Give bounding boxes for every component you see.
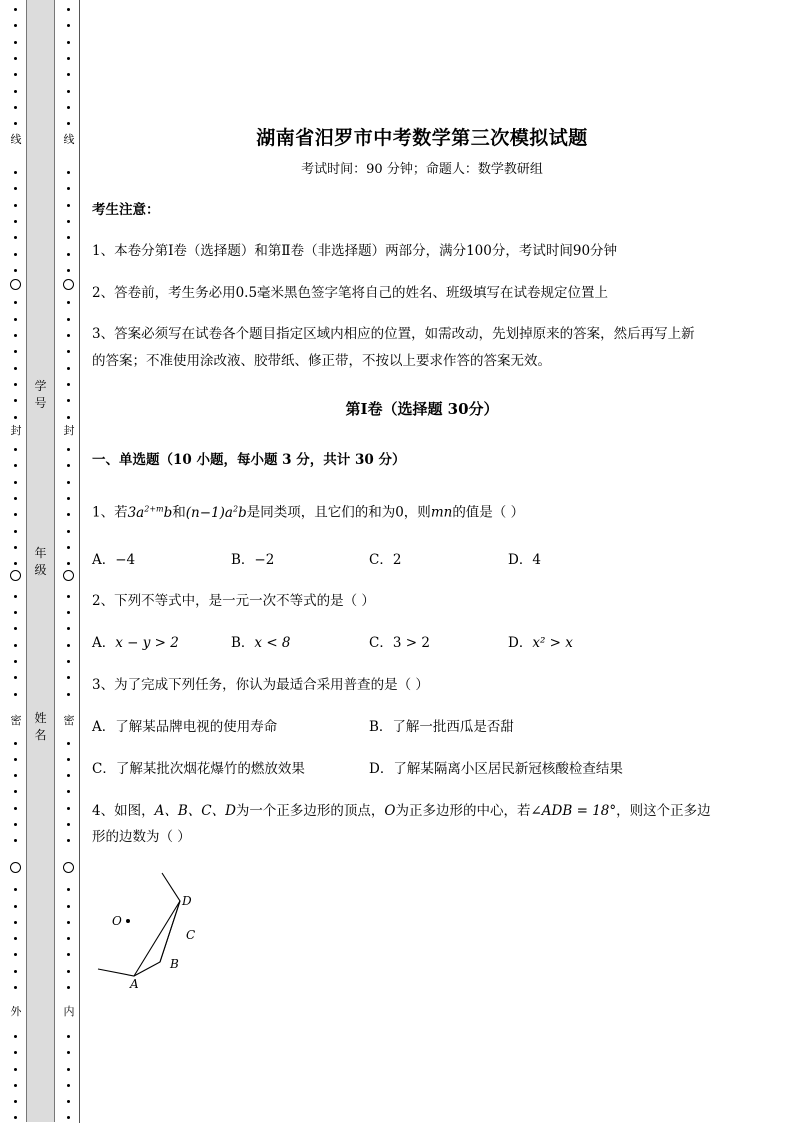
question-4-stem-line1: 4、如图，A、B、C、D为一个正多边形的顶点，O为正多边形的中心，若∠ADB = 18°，则这个正多边 <box>92 803 711 819</box>
cut-line-dot <box>14 627 17 630</box>
cut-line-dot <box>67 970 70 973</box>
notice-heading: 考生注意： <box>92 202 160 218</box>
cut-line-dot <box>14 562 17 565</box>
cut-line-dot <box>14 57 17 60</box>
label-d: D <box>182 894 192 908</box>
cut-line-dot <box>67 953 70 956</box>
cut-line-dot <box>14 530 17 533</box>
binding-margin <box>0 0 82 1123</box>
cut-line-dot <box>67 595 70 598</box>
cut-line-dot <box>67 986 70 989</box>
cut-line-dot <box>14 90 17 93</box>
cut-line-dot <box>67 122 70 125</box>
cut-line-dot <box>14 660 17 663</box>
cut-line-dot <box>14 350 17 353</box>
cut-line-dot <box>14 171 17 174</box>
q3-option-b[interactable]: B．了解一批西瓜是否甜 <box>369 719 514 735</box>
cut-line-dot <box>67 758 70 761</box>
cut-line-dot <box>67 937 70 940</box>
cut-line-dot <box>14 595 17 598</box>
circle-mark <box>10 862 21 873</box>
mark-wai: 外 <box>10 1005 22 1018</box>
cut-line-dot <box>14 73 17 76</box>
cut-line-dot <box>67 24 70 27</box>
cut-line-dot <box>67 187 70 190</box>
cut-line-dot <box>67 921 70 924</box>
notice-item-3: 3、答案必须写在试卷各个题目指定区域内相应的位置，如需改动，先划掉原来的答案，然后再写上新 <box>92 326 695 342</box>
cut-line-dot <box>14 758 17 761</box>
exam-subtitle: 考试时间：90 分钟；命题人：数学教研组 <box>301 162 543 177</box>
cut-line-dot <box>67 611 70 614</box>
cut-line-dot <box>14 1116 17 1119</box>
cut-line-dot <box>14 742 17 745</box>
cut-line-dot <box>67 644 70 647</box>
cut-line-dot <box>14 334 17 337</box>
mark-feng-inner: 封 <box>63 424 75 437</box>
cut-line-dot <box>67 676 70 679</box>
cut-line-dot <box>67 660 70 663</box>
cut-line-dot <box>14 24 17 27</box>
cut-line-dot <box>67 905 70 908</box>
q2-option-a[interactable]: A．x − y > 2 <box>92 635 179 651</box>
cut-line-dot <box>14 774 17 777</box>
circle-mark <box>10 570 21 581</box>
exam-title: 湖南省汨罗市中考数学第三次模拟试题 <box>256 127 588 149</box>
mark-xian-inner: 线 <box>63 133 75 146</box>
field-name: 姓 名 <box>34 711 47 742</box>
cut-line-dot <box>67 497 70 500</box>
cut-line-dot <box>14 106 17 109</box>
cut-line-dot <box>14 122 17 125</box>
mark-nei: 内 <box>63 1005 75 1018</box>
cut-line-dot <box>67 1100 70 1103</box>
cut-line-dot <box>67 1051 70 1054</box>
cut-line-dot <box>67 269 70 272</box>
circle-mark <box>63 862 74 873</box>
cut-line-dot <box>14 1035 17 1038</box>
cut-line-dot <box>67 220 70 223</box>
cut-line-dot <box>14 1100 17 1103</box>
cut-line-dot <box>14 905 17 908</box>
q1-pre: 1、若 <box>92 504 128 521</box>
q1-option-b[interactable]: B．−2 <box>231 552 275 568</box>
circle-mark <box>10 279 21 290</box>
cut-line-dot <box>67 742 70 745</box>
cut-line-dot <box>14 1084 17 1087</box>
cut-line-dot <box>14 399 17 402</box>
cut-line-dot <box>67 318 70 321</box>
cut-line-dot <box>67 106 70 109</box>
cut-line-dot <box>67 171 70 174</box>
q1-option-a[interactable]: A．−4 <box>92 552 136 568</box>
cut-line-dot <box>14 301 17 304</box>
cut-line-dot <box>67 367 70 370</box>
cut-line-dot <box>14 644 17 647</box>
q1-expr2: $(n-1)a^2b$ <box>185 504 247 521</box>
q4-polygon-figure <box>92 865 222 995</box>
cut-line-dot <box>67 204 70 207</box>
dotted-cut-line-outer <box>9 0 23 1123</box>
cut-line-dot <box>67 546 70 549</box>
margin-border-line <box>79 0 80 1123</box>
question-3-stem: 3、为了完成下列任务，你认为最适合采用普查的是（ ） <box>92 677 429 693</box>
cut-line-dot <box>14 236 17 239</box>
cut-line-dot <box>14 937 17 940</box>
cut-line-dot <box>14 953 17 956</box>
cut-line-dot <box>14 693 17 696</box>
q3-option-a[interactable]: A．了解某品牌电视的使用寿命 <box>92 719 278 735</box>
q2-option-d[interactable]: D．x² > x <box>508 635 573 651</box>
notice-item-1: 1、本卷分第Ⅰ卷（选择题）和第Ⅱ卷（非选择题）两部分，满分100分，考试时间90分钟 <box>92 243 618 259</box>
notice-item-2: 2、答卷前，考生务必用0.5毫米黑色签字笔将自己的姓名、班级填写在试卷规定位置上 <box>92 285 609 301</box>
center-point <box>126 919 130 923</box>
cut-line-dot <box>14 41 17 44</box>
label-o: O <box>112 914 122 928</box>
cut-line-dot <box>14 986 17 989</box>
cut-line-dot <box>14 497 17 500</box>
cut-line-dot <box>67 350 70 353</box>
cut-line-dot <box>67 253 70 256</box>
segment-bd <box>160 901 180 962</box>
cut-line-dot <box>67 774 70 777</box>
cut-line-dot <box>14 921 17 924</box>
cut-line-dot <box>14 513 17 516</box>
cut-line-dot <box>67 301 70 304</box>
question-4-stem-line2: 形的边数为（ ） <box>92 829 191 845</box>
cut-line-dot <box>14 269 17 272</box>
cut-line-dot <box>14 204 17 207</box>
cut-line-dot <box>14 790 17 793</box>
cut-line-dot <box>14 383 17 386</box>
label-b: B <box>170 957 179 971</box>
cut-line-dot <box>14 220 17 223</box>
mark-feng-outer: 封 <box>10 424 22 437</box>
cut-line-dot <box>67 1116 70 1119</box>
cut-line-dot <box>67 236 70 239</box>
mark-mi-inner: 密 <box>63 714 75 727</box>
question-1-stem <box>92 496 524 526</box>
q1-option-d[interactable]: D．4 <box>508 552 541 568</box>
cut-line-dot <box>67 464 70 467</box>
q1-end: 的值是（ ） <box>452 504 525 521</box>
q3-option-d[interactable]: D．了解某隔离小区居民新冠核酸检查结果 <box>369 761 623 777</box>
cut-line-dot <box>14 253 17 256</box>
cut-line-dot <box>67 481 70 484</box>
cut-line-dot <box>14 611 17 614</box>
cut-line-dot <box>14 187 17 190</box>
cut-line-dot <box>67 1035 70 1038</box>
cut-line-dot <box>67 399 70 402</box>
cut-line-dot <box>67 448 70 451</box>
q2-option-b[interactable]: B．x < 8 <box>231 635 291 651</box>
q1-option-c[interactable]: C．2 <box>369 552 402 568</box>
info-strip <box>26 0 55 1122</box>
cut-line-dot <box>67 839 70 842</box>
cut-line-dot <box>67 57 70 60</box>
circle-mark <box>63 570 74 581</box>
cut-line-dot <box>67 530 70 533</box>
cut-line-dot <box>67 513 70 516</box>
cut-line-dot <box>67 73 70 76</box>
q1-mid: 和 <box>172 504 186 521</box>
notice-item-3-cont: 的答案；不准使用涂改液、胶带纸、修正带，不按以上要求作答的答案无效。 <box>92 353 551 369</box>
section-title: 第Ⅰ卷（选择题 30分） <box>345 400 499 418</box>
cut-line-dot <box>14 464 17 467</box>
cut-line-dot <box>67 627 70 630</box>
q3-option-c[interactable]: C．了解某批次烟花爆竹的燃放效果 <box>92 761 305 777</box>
cut-line-dot <box>67 8 70 11</box>
dotted-cut-line-inner <box>62 0 76 1123</box>
cut-line-dot <box>14 888 17 891</box>
label-a: A <box>130 977 139 991</box>
circle-mark <box>63 279 74 290</box>
cut-line-dot <box>14 839 17 842</box>
cut-line-dot <box>67 41 70 44</box>
cut-line-dot <box>14 807 17 810</box>
cut-line-dot <box>67 807 70 810</box>
question-2-stem: 2、下列不等式中，是一元一次不等式的是（ ） <box>92 593 375 609</box>
cut-line-dot <box>14 481 17 484</box>
cut-line-dot <box>67 693 70 696</box>
field-grade: 年 级 <box>34 546 47 577</box>
polygon-edges <box>98 873 180 976</box>
cut-line-dot <box>67 790 70 793</box>
cut-line-dot <box>14 448 17 451</box>
cut-line-dot <box>14 318 17 321</box>
cut-line-dot <box>14 367 17 370</box>
q2-option-c[interactable]: C．3 > 2 <box>369 635 430 651</box>
cut-line-dot <box>14 546 17 549</box>
cut-line-dot <box>14 823 17 826</box>
q1-post: 是同类项，且它们的和为0，则 <box>246 504 431 521</box>
cut-line-dot <box>14 1051 17 1054</box>
cut-line-dot <box>14 416 17 419</box>
q1-var: mn <box>430 504 453 521</box>
q1-expr1: $3a^{2+m}b$ <box>127 504 173 521</box>
part-heading: 一、单选题（10 小题，每小题 3 分，共计 30 分） <box>92 452 406 468</box>
cut-line-dot <box>14 1068 17 1071</box>
field-student-number: 学 号 <box>34 379 47 410</box>
cut-line-dot <box>67 1068 70 1071</box>
mark-mi-outer: 密 <box>10 714 22 727</box>
mark-xian-outer: 线 <box>10 133 22 146</box>
cut-line-dot <box>14 676 17 679</box>
label-c: C <box>186 928 196 942</box>
cut-line-dot <box>67 383 70 386</box>
cut-line-dot <box>67 823 70 826</box>
cut-line-dot <box>14 970 17 973</box>
cut-line-dot <box>67 416 70 419</box>
cut-line-dot <box>67 888 70 891</box>
cut-line-dot <box>67 1084 70 1087</box>
cut-line-dot <box>67 562 70 565</box>
cut-line-dot <box>67 334 70 337</box>
cut-line-dot <box>67 90 70 93</box>
cut-line-dot <box>14 8 17 11</box>
